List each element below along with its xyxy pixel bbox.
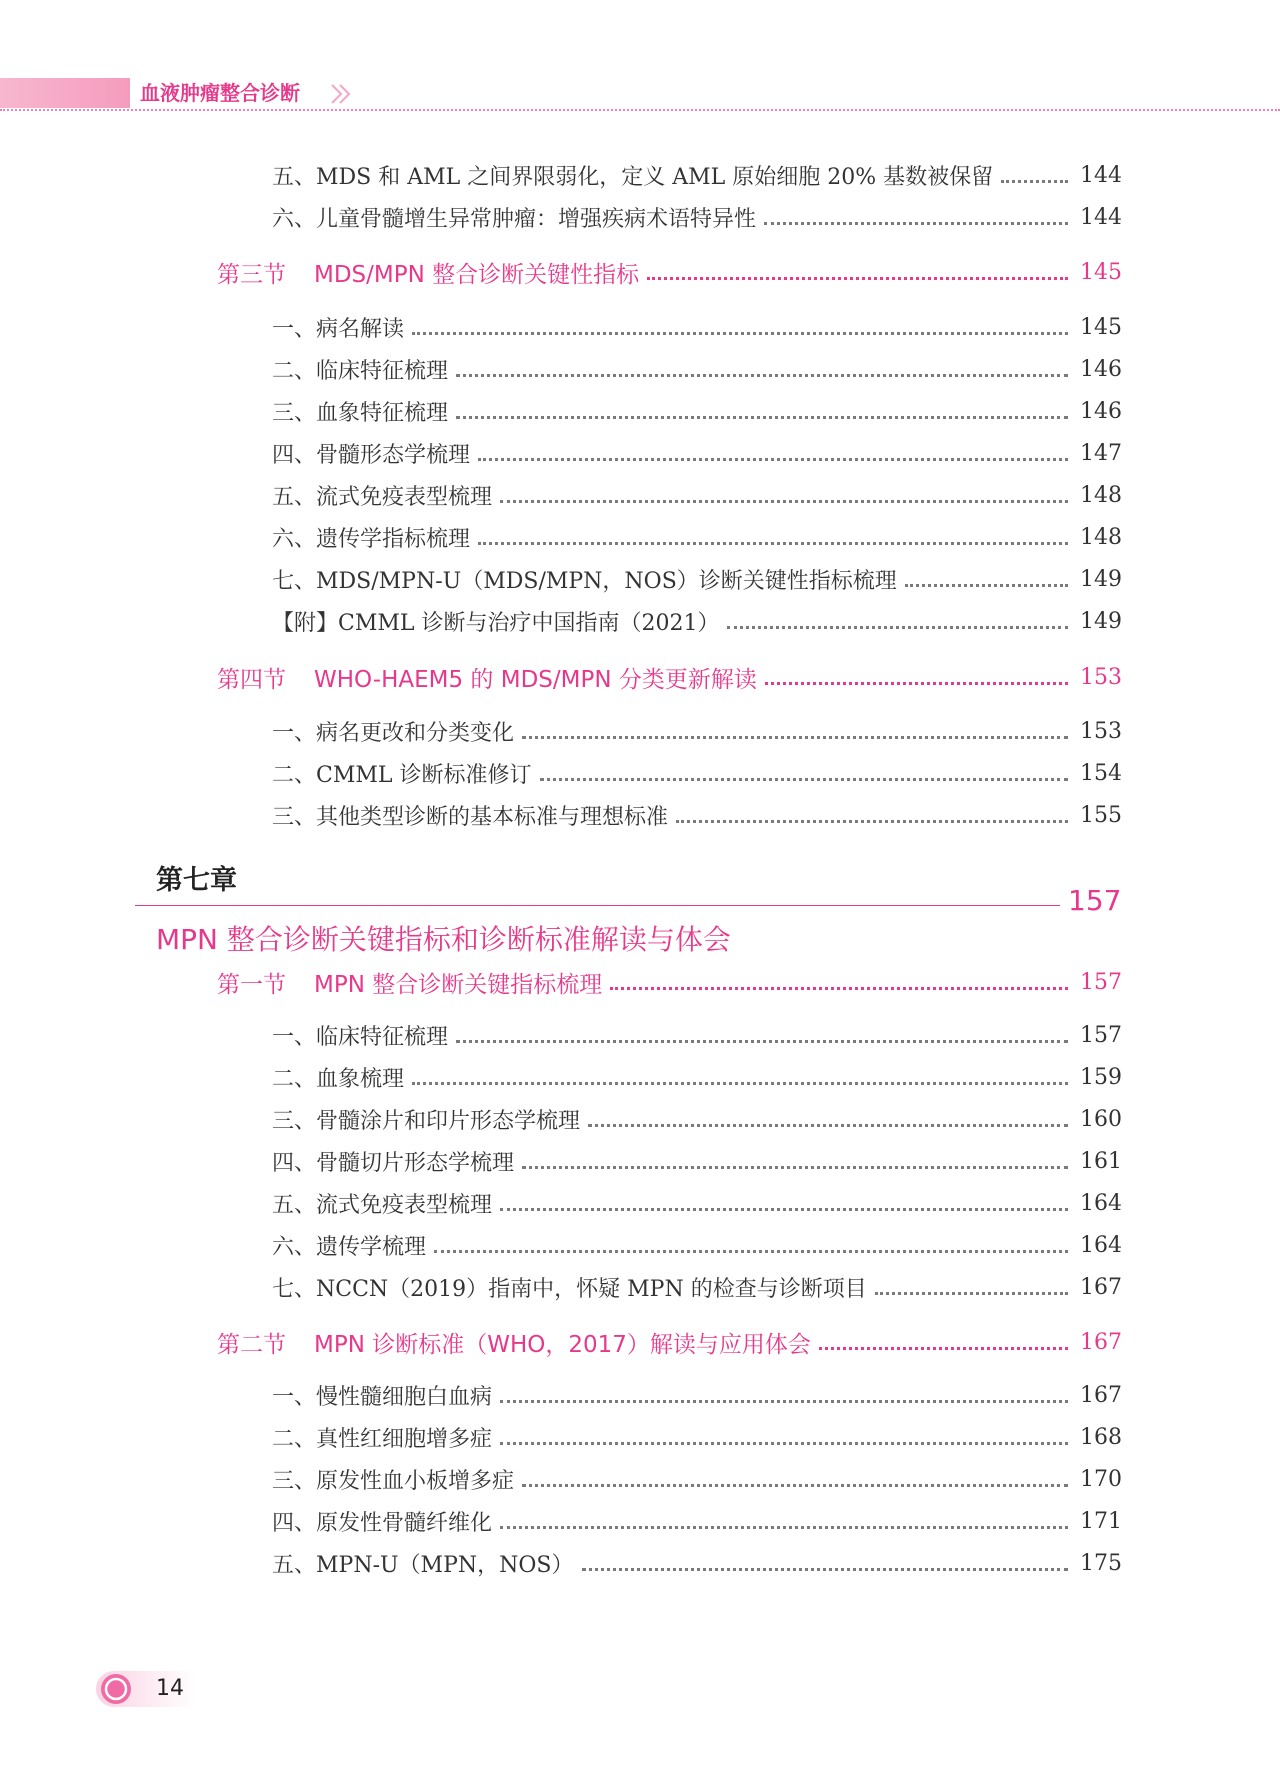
toc-entry [0, 435, 1280, 471]
toc-page-number: 149 [1080, 608, 1122, 634]
dot-leader [875, 1292, 1068, 1295]
toc-section-entry [0, 254, 1280, 290]
dot-leader [522, 736, 1068, 739]
toc-page-number: 148 [1080, 524, 1122, 550]
toc-entry [0, 603, 1280, 639]
dot-leader [676, 820, 1068, 823]
dot-leader [727, 626, 1068, 629]
chapter-title: MPN 整合诊断关键指标和诊断标准解读与体会 [156, 923, 731, 956]
toc-entry-title: 一、慢性髓细胞白血病 [272, 1384, 493, 1410]
dot-leader [582, 1568, 1069, 1571]
toc-entry-title: 一、临床特征梳理 [272, 1024, 449, 1050]
dot-leader [500, 1208, 1068, 1211]
toc-entry-title: 四、原发性骨髓纤维化 [272, 1510, 493, 1536]
toc-page-number: 159 [1080, 1064, 1122, 1090]
toc-entry [0, 1143, 1280, 1179]
dot-leader [610, 987, 1068, 990]
toc-entry-title: 一、病名更改和分类变化 [272, 720, 515, 746]
toc-entry [0, 157, 1280, 193]
dot-leader [522, 1484, 1068, 1487]
toc-entry-title: 二、真性红细胞增多症 [272, 1426, 493, 1452]
toc-entry-title: 五、流式免疫表型梳理 [272, 1192, 493, 1218]
header-color-band [0, 78, 130, 108]
toc-entry-title: 【附】CMML 诊断与治疗中国指南（2021） [272, 610, 720, 636]
circle-target-icon [100, 1673, 132, 1705]
toc-entry-title: 二、临床特征梳理 [272, 358, 449, 384]
toc-entry [0, 477, 1280, 513]
toc-entry-title [217, 661, 757, 694]
dot-leader [456, 1040, 1068, 1043]
toc-entry [0, 393, 1280, 429]
toc-page-number: 153 [1080, 718, 1122, 744]
toc-entry-title: 五、MDS 和 AML 之间界限弱化，定义 AML 原始细胞 20% 基数被保留 [272, 164, 994, 190]
toc-entry [0, 561, 1280, 597]
toc-entry-title: 七、NCCN（2019）指南中，怀疑 MPN 的检查与诊断项目 [272, 1276, 867, 1302]
toc-page-number: 167 [1080, 1329, 1122, 1355]
dot-leader [500, 1526, 1068, 1529]
dot-leader [500, 1442, 1068, 1445]
toc-entry-title: 五、MPN-U（MPN，NOS） [272, 1552, 574, 1578]
toc-entry [0, 1227, 1280, 1263]
toc-page-number: 168 [1080, 1424, 1122, 1450]
dot-leader [765, 682, 1068, 685]
toc-section-title: MDS/MPN 整合诊断关键性指标 [314, 261, 640, 288]
dot-leader [905, 584, 1068, 587]
toc-page-number: 145 [1080, 314, 1122, 340]
toc-page-number: 148 [1080, 482, 1122, 508]
toc-entry [0, 351, 1280, 387]
toc-entry-title [217, 1326, 811, 1359]
toc-entry [0, 1503, 1280, 1539]
dot-leader [500, 500, 1068, 503]
toc-section-number: 第二节 [217, 1331, 286, 1358]
toc-page-number: 160 [1080, 1106, 1122, 1132]
toc-entry-title: 二、CMML 诊断标准修订 [272, 762, 532, 788]
chapter-divider [135, 905, 1060, 906]
toc-entry-title: 一、病名解读 [272, 316, 405, 342]
toc-page-number: 161 [1080, 1148, 1122, 1174]
dot-leader [819, 1347, 1068, 1350]
toc-entry [0, 1101, 1280, 1137]
toc-entry-title: 六、儿童骨髓增生异常肿瘤：增强疾病术语特异性 [272, 206, 757, 232]
dot-leader [647, 277, 1068, 280]
toc-entry-title: 六、遗传学梳理 [272, 1234, 427, 1260]
book-title: 血液肿瘤整合诊断 [140, 81, 300, 105]
toc-page-number: 145 [1080, 259, 1122, 285]
dot-leader [412, 332, 1068, 335]
toc-section-title: MPN 诊断标准（WHO，2017）解读与应用体会 [314, 1331, 811, 1358]
dot-leader [478, 542, 1068, 545]
toc-section-entry [0, 659, 1280, 695]
toc-entry [0, 309, 1280, 345]
page-number: 14 [156, 1676, 184, 1701]
dot-leader [522, 1166, 1068, 1169]
dot-leader [1001, 180, 1068, 183]
toc-entry [0, 797, 1280, 833]
dot-leader [500, 1400, 1068, 1403]
toc-entry-title: 三、血象特征梳理 [272, 400, 449, 426]
toc-entry-title: 三、原发性血小板增多症 [272, 1468, 515, 1494]
toc-page-number: 144 [1080, 204, 1122, 230]
toc-page-number: 153 [1080, 664, 1122, 690]
dot-leader [456, 374, 1068, 377]
toc-entry-title: 六、遗传学指标梳理 [272, 526, 471, 552]
toc-page-number: 147 [1080, 440, 1122, 466]
toc-entry [0, 1545, 1280, 1581]
toc-section-title: WHO-HAEM5 的 MDS/MPN 分类更新解读 [314, 666, 757, 693]
dot-leader [434, 1250, 1068, 1253]
toc-entry [0, 755, 1280, 791]
dot-leader [588, 1124, 1068, 1127]
toc-entry [0, 1185, 1280, 1221]
toc-entry-title: 四、骨髓形态学梳理 [272, 442, 471, 468]
toc-page-number: 170 [1080, 1466, 1122, 1492]
chapter-label: 第七章 [156, 865, 237, 896]
toc-page-number: 157 [1080, 1022, 1122, 1048]
toc-entry-title: 四、骨髓切片形态学梳理 [272, 1150, 515, 1176]
toc-page-number: 164 [1080, 1190, 1122, 1216]
toc-page-number: 175 [1080, 1550, 1122, 1576]
toc-entry [0, 713, 1280, 749]
toc-entry-title: 二、血象梳理 [272, 1066, 405, 1092]
toc-page-number: 155 [1080, 802, 1122, 828]
toc-page-number: 146 [1080, 398, 1122, 424]
toc-section-number: 第三节 [217, 261, 286, 288]
toc-entry [0, 1017, 1280, 1053]
toc-page-number: 146 [1080, 356, 1122, 382]
toc-entry [0, 1377, 1280, 1413]
toc-section-entry [0, 1324, 1280, 1360]
toc-entry [0, 1419, 1280, 1455]
running-header [0, 78, 1280, 110]
header-divider [0, 109, 1280, 111]
dot-leader [412, 1082, 1068, 1085]
toc-page-number: 167 [1080, 1382, 1122, 1408]
toc-section-number: 第四节 [217, 666, 286, 693]
toc-page-number: 167 [1080, 1274, 1122, 1300]
chevron-right-icon [328, 82, 358, 106]
toc-section-entry [0, 964, 1280, 1000]
toc-section-title: MPN 整合诊断关键指标梳理 [314, 971, 603, 998]
toc-section-number: 第一节 [217, 971, 286, 998]
toc-page-number: 144 [1080, 162, 1122, 188]
toc-page-number: 157 [1080, 969, 1122, 995]
toc-entry-title: 三、骨髓涂片和印片形态学梳理 [272, 1108, 581, 1134]
toc-entry [0, 1461, 1280, 1497]
toc-entry [0, 199, 1280, 235]
dot-leader [540, 778, 1069, 781]
toc-entry [0, 519, 1280, 555]
dot-leader [478, 458, 1068, 461]
dot-leader [764, 222, 1068, 225]
toc-page-number: 171 [1080, 1508, 1122, 1534]
dot-leader [456, 416, 1068, 419]
chapter-page-number: 157 [1068, 884, 1122, 917]
toc-page-number: 149 [1080, 566, 1122, 592]
toc-entry-title: 三、其他类型诊断的基本标准与理想标准 [272, 804, 669, 830]
toc-page-number: 164 [1080, 1232, 1122, 1258]
toc-entry-title [217, 256, 639, 289]
toc-entry-title: 五、流式免疫表型梳理 [272, 484, 493, 510]
toc-page-number: 154 [1080, 760, 1122, 786]
toc-entry [0, 1269, 1280, 1305]
toc-entry [0, 1059, 1280, 1095]
toc-entry-title: 七、MDS/MPN-U（MDS/MPN，NOS）诊断关键性指标梳理 [272, 568, 897, 594]
toc-entry-title [217, 966, 602, 999]
